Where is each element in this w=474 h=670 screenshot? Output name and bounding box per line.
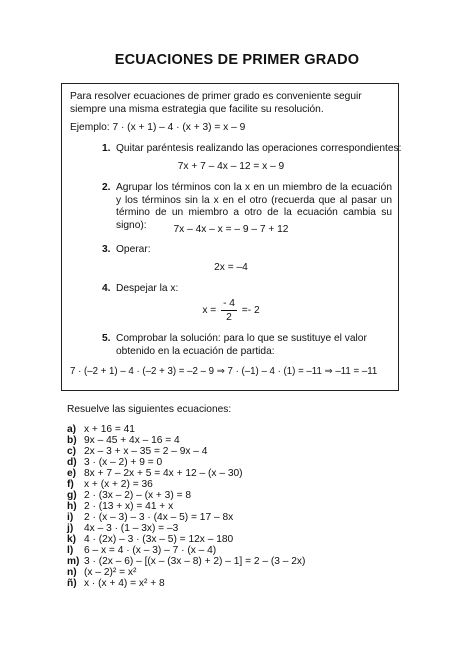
exercise-equation: 6 – x = 4 · (x – 3) – 7 · (x – 4) (84, 545, 217, 556)
intro-text: Para resolver ecuaciones de primer grado es conveniente seguir siempre una misma estrategia que facilite su resolución. (70, 91, 362, 115)
exercise-label: h) (67, 501, 77, 512)
step-text: Despejar la x: (116, 283, 179, 294)
step-number: 1. (102, 143, 111, 154)
exercise-equation: x + 16 = 41 (84, 424, 135, 435)
exercise-label: k) (67, 534, 77, 545)
exercise-item (67, 424, 305, 435)
step-5-text: Comprobar la solución: para lo que se sustituye el valor obtenido en la ecuación de partida: (116, 333, 367, 357)
exercise-item (67, 468, 305, 479)
exercise-item (67, 545, 305, 556)
example-line: Ejemplo: 7 · (x + 1) – 4 · (x + 3) = x – 9 (70, 122, 246, 133)
exercise-label: f) (67, 479, 74, 490)
exercise-label: i) (67, 512, 74, 523)
exercise-item (67, 479, 305, 490)
step-text: Operar: (116, 244, 151, 255)
step-5-number (102, 333, 116, 345)
exercise-item (67, 501, 305, 512)
exercise-label: d) (67, 457, 77, 468)
exercise-label: l) (67, 545, 74, 556)
exercise-equation: 8x + 7 – 2x + 5 = 4x + 12 – (x – 30) (84, 468, 243, 479)
page-title: ECUACIONES DE PRIMER GRADO (114, 52, 360, 68)
exercise-equation: 2 · (3x – 2) – (x + 3) = 8 (84, 490, 192, 501)
exercise-label: a) (67, 424, 77, 435)
exercise-equation: x · (x + 4) = x² + 8 (84, 578, 165, 589)
step-number: 2. (102, 182, 111, 193)
exercise-label: b) (67, 435, 77, 446)
exercise-label: e) (67, 468, 77, 479)
exercise-item (67, 446, 305, 457)
step-text: Quitar paréntesis realizando las operaciones correspondientes: (116, 143, 402, 154)
exercise-label: n) (67, 567, 77, 578)
step-number: 4. (102, 283, 111, 294)
step-4 (102, 283, 178, 295)
step-1 (102, 143, 401, 155)
step-2-number (102, 182, 116, 194)
exercise-item (67, 567, 305, 578)
exercise-equation: 2 · (13 + x) = 41 + x (84, 501, 174, 512)
step-2-equation: 7x – 4x – x = – 9 – 7 + 12 (173, 224, 289, 235)
verification-line: 7 · (–2 + 1) – 4 · (–2 + 3) = –2 – 9 ⇒ 7 · (–1) – 4 · (1) = –11 ⇒ –11 = –11 (70, 366, 378, 377)
exercise-item (67, 578, 305, 589)
exercise-equation: x + (x + 2) = 36 (84, 479, 153, 490)
step-3-equation: 2x = –4 (214, 262, 248, 273)
exercise-list (67, 424, 305, 589)
exercise-equation: 3 · (2x – 6) – [(x – (3x – 8) + 2) – 1] = 2 – (3 – 2x) (84, 556, 306, 567)
exercise-item (67, 512, 305, 523)
exercise-label: m) (67, 556, 80, 567)
exercise-label: c) (67, 446, 77, 457)
exercise-item (67, 534, 305, 545)
exercise-item (67, 435, 305, 446)
exercise-equation: 3 · (x – 2) + 9 = 0 (84, 457, 163, 468)
exercise-equation: 2 · (x – 3) – 3 · (4x – 5) = 17 – 8x (84, 512, 234, 523)
equation-rhs: =- 2 (241, 305, 260, 317)
exercise-equation: (x – 2)² = x² (84, 567, 137, 578)
exercise-equation: 9x – 45 + 4x – 16 = 4 (84, 435, 180, 446)
exercise-item (67, 457, 305, 468)
exercises-heading: Resuelve las siguientes ecuaciones: (67, 404, 232, 415)
exercise-label: g) (67, 490, 77, 501)
exercise-label: ñ) (67, 578, 77, 589)
fraction-denominator: 2 (226, 312, 232, 323)
exercise-item (67, 523, 305, 534)
equation-lhs: x = (202, 305, 217, 317)
exercise-equation: 4x – 3 · (1 – 3x) = –3 (84, 523, 179, 534)
step-1-equation: 7x + 7 – 4x – 12 = x – 9 (177, 161, 285, 172)
step-number: 5. (102, 333, 111, 344)
explanation-box (61, 83, 402, 391)
step-number: 3. (102, 244, 111, 255)
exercise-equation: 2x – 3 + x – 35 = 2 – 9x – 4 (84, 446, 208, 457)
exercise-item (67, 556, 305, 567)
exercise-label: j) (67, 523, 74, 534)
exercise-item (67, 490, 305, 501)
exercise-equation: 4 · (2x) – 3 · (3x – 5) = 12x – 180 (84, 534, 234, 545)
step-3 (102, 244, 151, 256)
step-4-equation (62, 298, 400, 323)
step-2-text: Agrupar los términos con la x en un miembro de la ecuación y los términos sin la x en el otro (recuerda que al pasar un término de un miembro a otro de la ecuación cambia su signo): (116, 182, 392, 231)
fraction-numerator: - 4 (223, 298, 235, 309)
fraction (221, 298, 237, 323)
